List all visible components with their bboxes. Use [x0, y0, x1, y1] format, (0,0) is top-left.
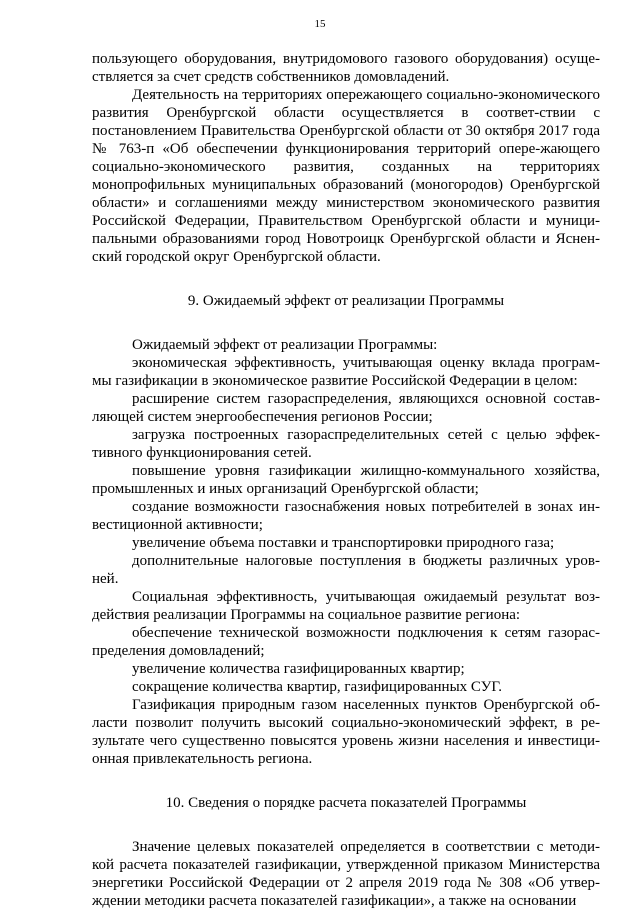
list-item: загрузка построенных газораспределительных сетей с целью эффек-тивного функционирования сетей. [92, 427, 600, 461]
document-body [92, 50, 600, 910]
list-item: экономическая эффективность, учитывающая оценку вклада програм-мы газификации в экономическое развитие Российской Федерации в целом: [92, 355, 600, 389]
paragraph: Ожидаемый эффект от реализации Программы: [132, 337, 438, 353]
list-item: увеличение объема поставки и транспортировки природного газа; [132, 535, 555, 551]
list-item: расширение систем газораспределения, являющихся основной состав-ляющей систем энергообеспечения регионов России; [92, 391, 600, 425]
section-heading-10: 10. Сведения о порядке расчета показателей Программы [165, 795, 527, 811]
paragraph: Газификация природным газом населенных пунктов Оренбургской об-ласти позволит получить высокий социально-экономический эффект, в ре-зультате чего существенно повысятся уровень жизни населения и инвестици-онная привлекательность региона. [92, 697, 600, 767]
paragraph: Значение целевых показателей определяется в соответствии с методи-кой расчета показателей газификации, утвержденной приказом Министерства энергетики Российской Федерации от 2 апреля 2019 года № 308 «Об утвер-ждении методики расчета показателей газификации», а также на основании [92, 839, 600, 909]
list-item: дополнительные налоговые поступления в бюджеты различных уров-ней. [92, 553, 600, 587]
section-heading-9: 9. Ожидаемый эффект от реализации Программы [187, 293, 505, 309]
list-item: увеличение количества газифицированных квартир; [132, 661, 465, 677]
paragraph: Деятельность на территориях опережающего социально-экономического развития Оренбургской области осуществляется в соответ-ствии с постановлением Правительства Оренбургской области от 30 октября 2017 года № 763-п «Об обеспечении функционирования территорий опере-жающего социально-экономического развития, созданных на территориях монопрофильных муниципальных образований (моногородов) Оренбургской области» и соглашениями между министерством экономического развития Российской Федерации, Правительством Оренбургской области и муници-пальными образованиями город Новотроицк Оренбургской области и Яснен-ский городской округ Оренбургской области. [92, 87, 600, 265]
list-item: повышение уровня газификации жилищно-коммунального хозяйства, промышленных и иных организаций Оренбургской области; [92, 463, 600, 497]
paragraph: пользующего оборудования, внутридомового газового оборудования) осуще-ствляется за счет средств собственников домовладений. [92, 51, 600, 85]
list-item: сокращение количества квартир, газифицированных СУГ. [132, 679, 503, 695]
list-item: обеспечение технической возможности подключения к сетям газорас-пределения домовладений; [92, 625, 600, 659]
list-item: создание возможности газоснабжения новых потребителей в зонах ин-вестиционной активности; [92, 499, 600, 533]
paragraph: Социальная эффективность, учитывающая ожидаемый результат воз-действия реализации Программы на социальное развитие региона: [92, 589, 600, 623]
page-number: 15 [314, 18, 326, 30]
